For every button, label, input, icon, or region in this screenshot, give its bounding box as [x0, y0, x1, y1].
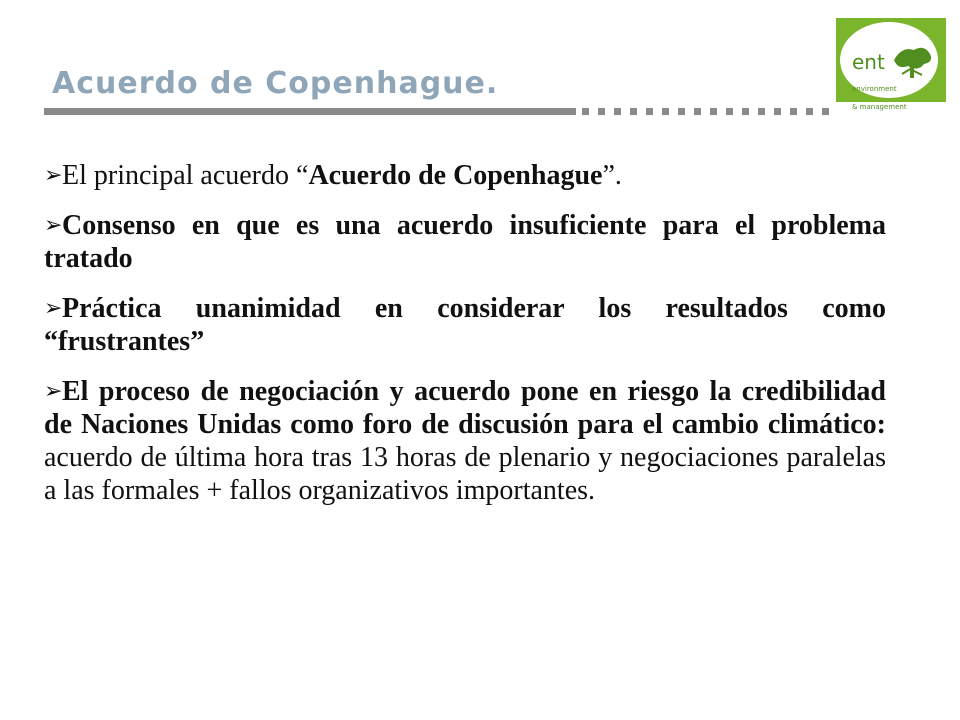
bullet-item — [44, 208, 886, 275]
arrow-bullet-icon: ➢ — [44, 162, 63, 187]
bullet-text: acuerdo de última hora tras 13 horas de plenario y negociaciones paralelas a las formales + fallos organizativos importantes. — [44, 442, 886, 506]
title-underline — [44, 108, 576, 115]
bullet-item — [44, 158, 886, 192]
bullet-text-bold: Consenso en que es una acuerdo insuficiente para el problema tratado — [44, 210, 886, 274]
arrow-bullet-icon: ➢ — [44, 295, 63, 320]
bullet-list — [44, 158, 886, 523]
bullet-text-bold: Práctica unanimidad en considerar los resultados como “frustrantes” — [44, 293, 886, 357]
bullet-text-bold: El proceso de negociación y acuerdo pone en riesgo la credibilidad de Naciones Unidas como foro de discusión para el cambio climático: — [44, 376, 886, 440]
tree-icon — [890, 42, 934, 80]
bullet-item — [44, 374, 886, 507]
bullet-item — [44, 291, 886, 358]
slide-title: Acuerdo de Copenhague. — [52, 66, 499, 101]
arrow-bullet-icon: ➢ — [44, 212, 63, 237]
bullet-text-bold: Acuerdo de Copenhague — [308, 160, 603, 191]
bullet-text: El principal acuerdo “ — [62, 160, 309, 191]
title-dotted-rule — [582, 108, 834, 115]
logo-subtitle-line2: & management — [852, 103, 907, 111]
logo-name: ent — [852, 50, 885, 74]
logo-subtitle-line1: environment — [852, 85, 897, 93]
arrow-bullet-icon: ➢ — [44, 378, 63, 403]
logo-subtitle — [852, 76, 907, 112]
ent-logo — [836, 18, 946, 111]
bullet-text: ”. — [602, 160, 622, 191]
logo-circle — [840, 22, 938, 111]
